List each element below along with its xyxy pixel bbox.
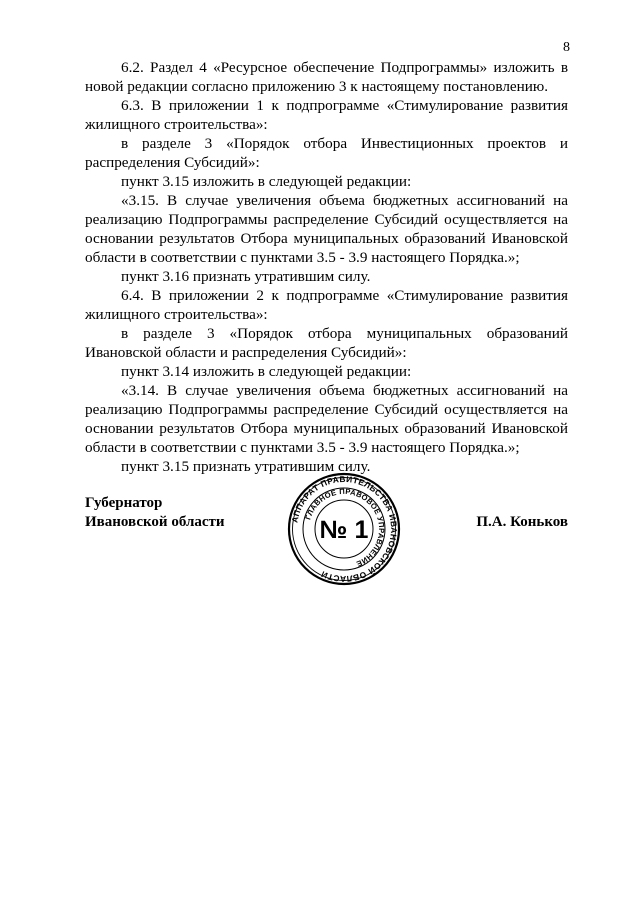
signature-block — [85, 470, 568, 620]
paragraph-section-3-ref-2: в разделе 3 «Порядок отбора муниципальных образований Ивановской области и распределения Субсидий»: — [85, 325, 568, 361]
seal-outer-text: АППАРАТ ПРАВИТЕЛЬСТВА ИВАНОВСКОЙ ОБЛАСТИ — [289, 473, 400, 585]
paragraph-section-3-ref: в разделе 3 «Порядок отбора Инвестиционных проектов и распределения Субсидий»: — [85, 135, 568, 171]
paragraph-6-4: 6.4. В приложении 2 к подпрограмме «Стимулирование развития жилищного строительства»: — [85, 287, 568, 323]
signatory-name: П.А. Коньков — [476, 514, 568, 530]
signatory-title — [85, 494, 225, 532]
signatory-title-line1: Губернатор — [85, 495, 163, 511]
signatory-title-line2: Ивановской области — [85, 514, 225, 530]
seal-graphic — [287, 472, 401, 586]
paragraph-item-3-14-edit: пункт 3.14 изложить в следующей редакции: — [121, 363, 412, 380]
paragraph-item-3-15-edit: пункт 3.15 изложить в следующей редакции: — [121, 173, 412, 190]
paragraph-item-3-14-text: «3.14. В случае увеличения объема бюджетных ассигнований на реализацию Подпрограммы распределение Субсидий осуществляется на основании результатов Отбора муниципальных образований Ивановской области в соответствии с пунктами 3.5 - 3.9 настоящего Порядка.»; — [85, 382, 568, 456]
paragraph-item-3-15-text: «3.15. В случае увеличения объема бюджетных ассигнований на реализацию Подпрограммы распределение Субсидий осуществляется на основании результатов Отбора муниципальных образований Ивановской области в соответствии с пунктами 3.5 - 3.9 настоящего Порядка.»; — [85, 192, 568, 266]
paragraph-6-3: 6.3. В приложении 1 к подпрограмме «Стимулирование развития жилищного строительства»: — [85, 97, 568, 133]
page-number: 8 — [563, 40, 570, 55]
seal-number: № 1 — [319, 516, 369, 544]
document-body — [85, 58, 568, 476]
paragraph-item-3-15-void: пункт 3.15 признать утратившим силу. — [121, 458, 371, 475]
paragraph-item-3-16-void: пункт 3.16 признать утратившим силу. — [121, 268, 371, 285]
official-seal — [287, 472, 401, 586]
paragraph-6-2: 6.2. Раздел 4 «Ресурсное обеспечение Подпрограммы» изложить в новой редакции согласно приложению 3 к настоящему постановлению. — [85, 59, 568, 95]
seal-inner-text: ГЛАВНОЕ ПРАВОВОЕ УПРАВЛЕНИЕ — [303, 486, 387, 569]
